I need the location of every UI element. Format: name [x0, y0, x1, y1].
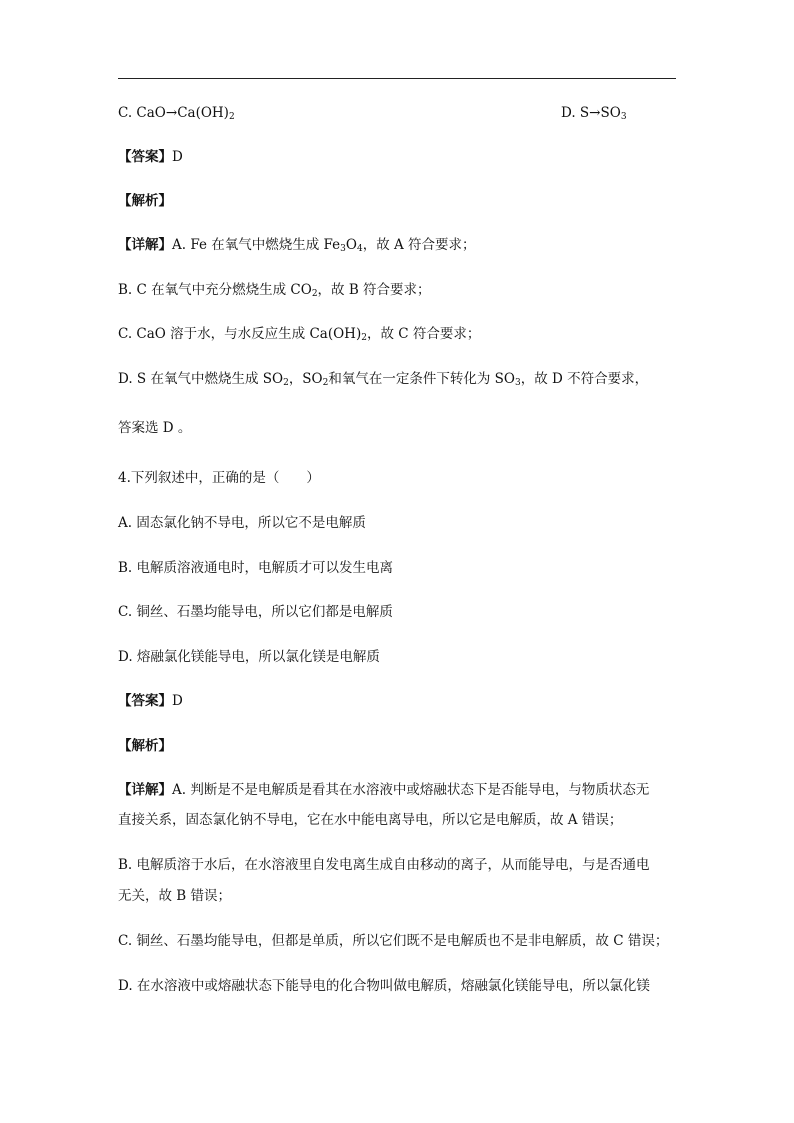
- q3-detail-d: D. S 在氧气中燃烧生成 $SO_2$，$SO_2$和氧气在一定条件下转化为 $SO_3$，故 D 不符合要求，: [118, 371, 649, 388]
- q3-detail-b: B. C 在氧气中充分燃烧生成 $CO_2$，故 B 符合要求；: [118, 282, 431, 299]
- q4-detail-b-line1: B. 电解质溶于水后，在水溶液里自发电离生成自由移动的离子，从而能导电，与是否通电: [118, 857, 650, 873]
- q3-detail-c: C. CaO 溶于水，与水反应生成 $Ca(OH)_2$，故 C 符合要求；: [118, 326, 481, 343]
- q3-option-c: C. $CaO\to Ca(OH)_2$: [118, 105, 235, 122]
- q4-answer: 【答案】D: [118, 693, 183, 709]
- q4-detail-a-line2: 直接关系，固态氯化钠不导电，它在水中能电离导电，所以它是电解质，故 A 错误；: [118, 812, 623, 828]
- q4-detail-b-line2: 无关，故 B 错误；: [118, 888, 232, 904]
- q4-detail-d: D. 在水溶液中或熔融状态下能导电的化合物叫做电解质，熔融氯化镁能导电，所以氯化镁: [118, 978, 650, 994]
- q4-option-d: D. 熔融氯化镁能导电，所以氯化镁是电解质: [118, 649, 380, 665]
- q4-detail-a-line1: 【详解】A. 判断是不是电解质是看其在水溶液中或熔融状态下是否能导电，与物质状态无: [118, 782, 650, 798]
- q3-detail-a: 【详解】A. Fe 在氧气中燃烧生成 $Fe_3O_4$，故 A 符合要求；: [118, 237, 476, 254]
- header-rule: [118, 78, 676, 79]
- q3-option-row: [118, 103, 627, 123]
- q4-option-c: C. 铜丝、石墨均能导电，所以它们都是电解质: [118, 604, 393, 620]
- q3-conclusion: 答案选 D 。: [118, 420, 192, 436]
- q3-answer: 【答案】D: [118, 149, 183, 165]
- q3-option-d: D. $S\to SO_3$: [561, 105, 627, 122]
- q3-analysis-label: 【解析】: [118, 193, 172, 209]
- q4-detail-c: C. 铜丝、石墨均能导电，但都是单质，所以它们既不是电解质也不是非电解质，故 C 错误；: [118, 933, 669, 949]
- q4-option-a: A. 固态氯化钠不导电，所以它不是电解质: [118, 515, 366, 531]
- q4-analysis-label: 【解析】: [118, 738, 172, 754]
- q4-stem: 4.下列叙述中，正确的是（ ）: [118, 470, 320, 486]
- q4-option-b: B. 电解质溶液通电时，电解质才可以发生电离: [118, 560, 394, 576]
